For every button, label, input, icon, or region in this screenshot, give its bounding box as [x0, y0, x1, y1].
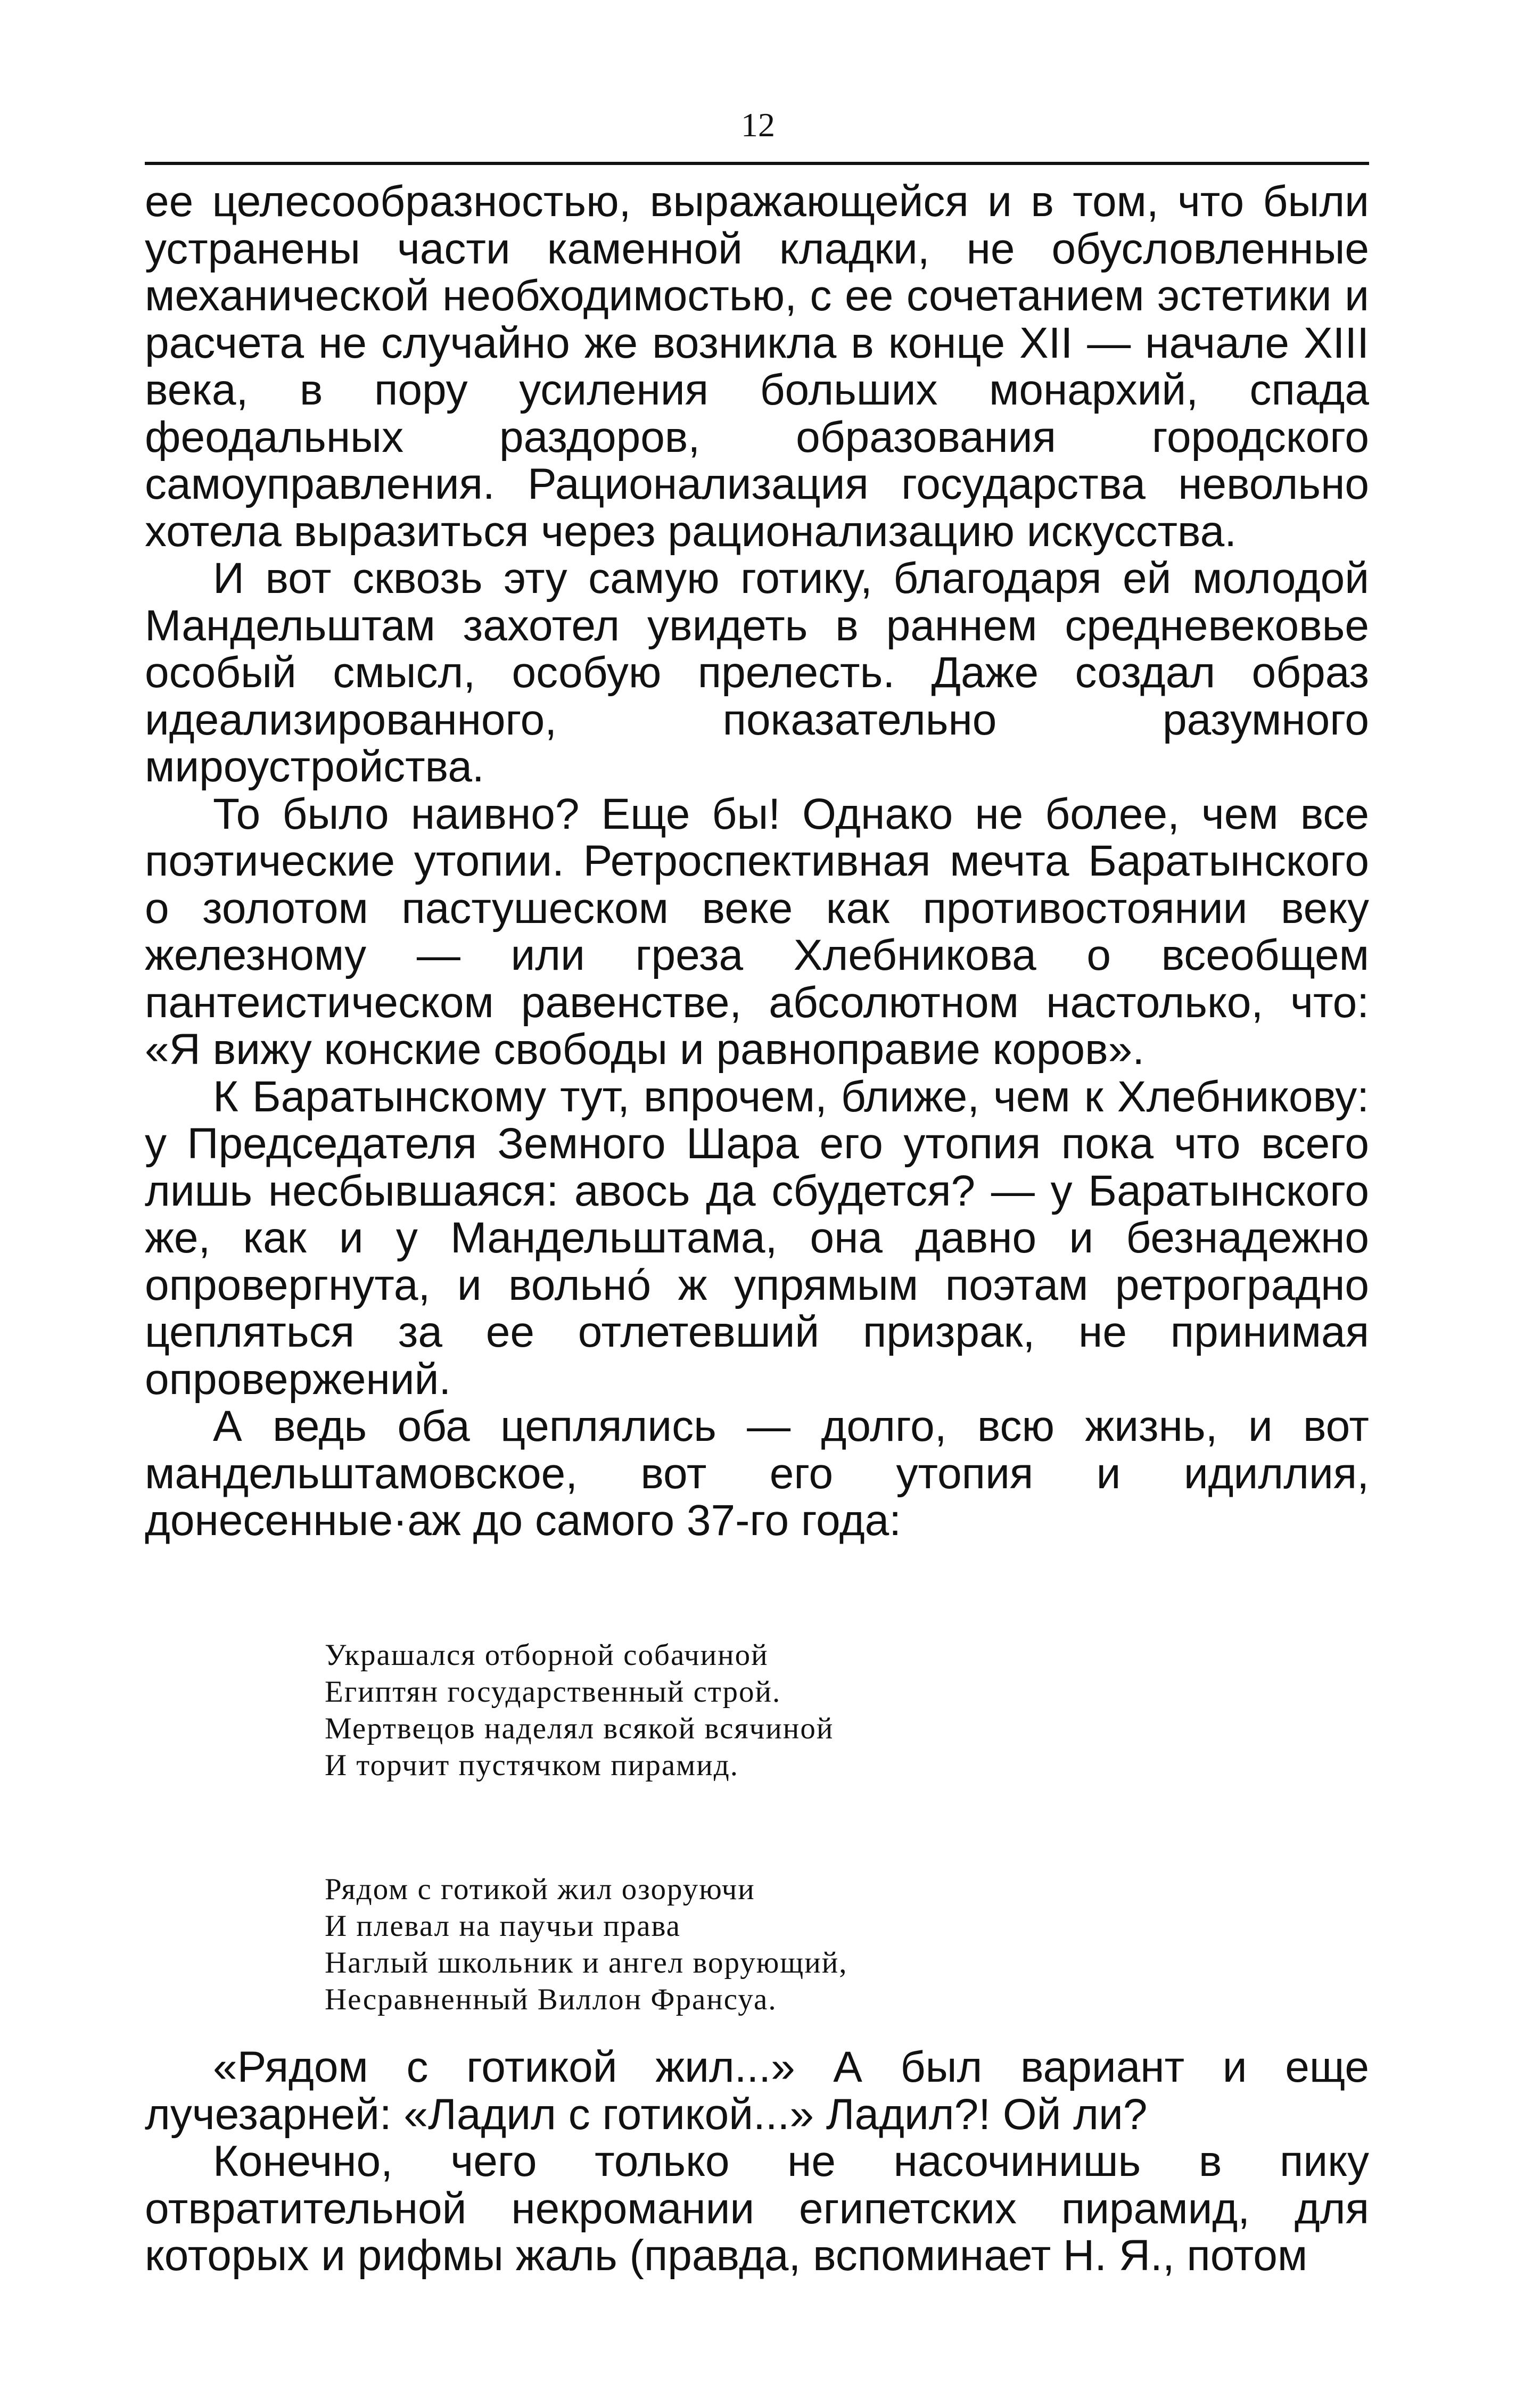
- poem-line: Наглый школьник и ангел ворующий,: [325, 1946, 848, 1980]
- main-text: [145, 178, 1369, 1545]
- header-rule: [145, 162, 1369, 165]
- poem-stanza-1: [325, 1637, 834, 1784]
- poem-line: И торчит пустячком пирамид.: [325, 1749, 739, 1782]
- paragraph-1: ее целесообразностью, выражающейся и в том, что были устранены части каменной кладки, не обусловленные механической необходимостью, с ее сочетанием эстетики и расчета не случайно же возникла в конце XII — начале XIII века, в пору усиления больших монархий, спада феодальных раздоров, образования городского самоуправления. Рационализация государства невольно хотела выразиться через рационализацию искусства.: [145, 177, 1369, 556]
- poem-stanza-2: [325, 1871, 847, 2018]
- poem-line: Мертвецов наделял всякой всячиной: [325, 1712, 834, 1745]
- paragraph-3: То было наивно? Еще бы! Однако не более, чем все поэтические утопии. Ретроспективная мечта Баратынского о золотом пастушеском веке как противостоянии веку железному — или греза Хлебникова о всеобщем пантеистическом равенстве, абсолютном настолько, что: «Я вижу конские свободы и равноправие коров».: [145, 789, 1369, 1074]
- poem-line: Египтян государственный строй.: [325, 1675, 781, 1709]
- page-number: 12: [741, 106, 775, 144]
- poem-line: Рядом с готикой жил озоруючи: [325, 1873, 755, 1906]
- paragraph-4: К Баратынскому тут, впрочем, ближе, чем к Хлебникову: у Председателя Земного Шара его утопия пока что всего лишь несбывшаяся: авось да сбудется? — у Баратынского же, как и у Мандельштама, она давно и безнадежно опровергнута, и вольно́ ж упрямым поэтам ретроградно цепляться за ее отлетевший призрак, не принимая опровержений.: [145, 1072, 1369, 1404]
- poem-line: Украшался отборной собачиной: [325, 1638, 769, 1672]
- paragraph-2: И вот сквозь эту самую готику, благодаря ей молодой Мандельштам захотел увидеть в раннем средневековье особый смысл, особую прелесть. Даже создал образ идеализированного, показательно разумного мироустройства.: [145, 554, 1369, 791]
- paragraph-7: Конечно, чего только не насочинишь в пику отвратительной некромании египетских пирамид, для которых и рифмы жаль (правда, вспоминает Н. Я., потом: [145, 2137, 1369, 2280]
- paragraph-5: А ведь оба цеплялись — долго, всю жизнь, и вот мандельштамовское, вот его утопия и идиллия, донесенные·аж до самого 37-го года:: [145, 1402, 1369, 1545]
- poem-line: И плевал на паучьи права: [325, 1909, 681, 1943]
- paragraph-6: «Рядом с готикой жил...» А был вариант и еще лучезарней: «Ладил с готикой...» Ладил?! Ой ли?: [145, 2043, 1369, 2139]
- poem-line: Несравненный Виллон Франсуа.: [325, 1983, 777, 2016]
- closing-text: [145, 2044, 1369, 2280]
